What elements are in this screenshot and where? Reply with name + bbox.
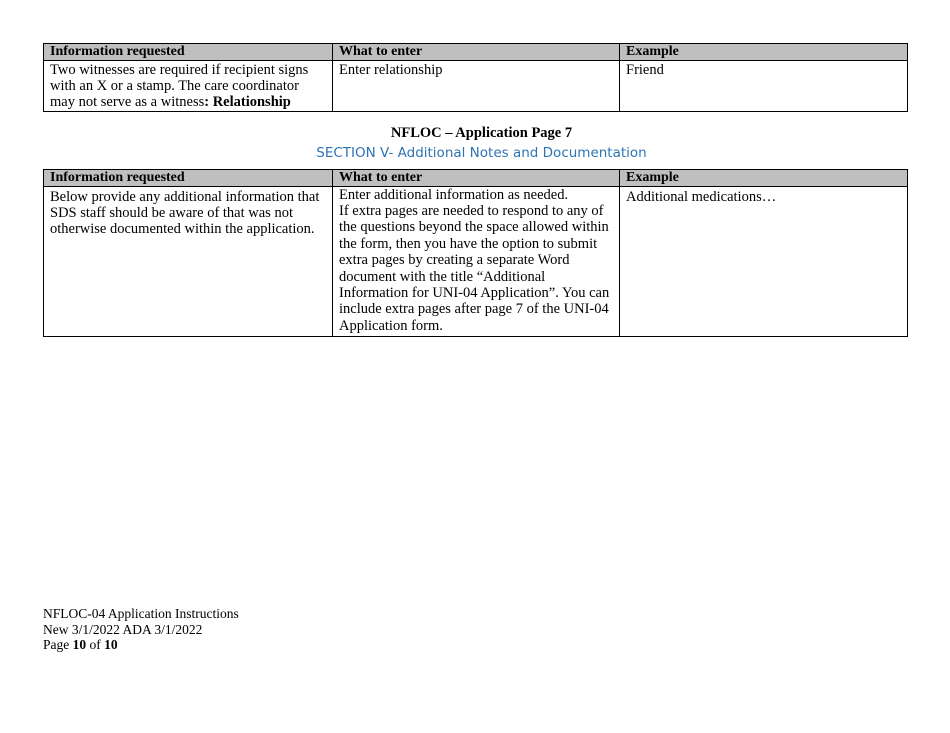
witness-what-cell: Enter relationship bbox=[333, 60, 620, 111]
table-header-row bbox=[44, 44, 908, 61]
table-header-row bbox=[44, 170, 908, 187]
header-information-requested: Information requested bbox=[44, 44, 333, 61]
footer-page-word: Page bbox=[43, 637, 70, 652]
witness-table bbox=[43, 43, 908, 112]
table-row bbox=[44, 186, 908, 336]
footer-of-word: of bbox=[89, 637, 101, 652]
footer-page-current: 10 bbox=[72, 637, 87, 652]
witness-info-cell bbox=[44, 60, 333, 111]
footer-page-total: 10 bbox=[104, 637, 118, 652]
header-what-to-enter: What to enter bbox=[333, 44, 620, 61]
header-example: Example bbox=[620, 170, 908, 187]
header-what-to-enter: What to enter bbox=[333, 170, 620, 187]
notes-what-line2: If extra pages are needed to respond to any of the questions beyond the space allowed within the form, then you have the option to submit extra pages by creating a separate Word document with the title “Additional Information for UNI-04 Application”. You can include extra pages after page 7 of the UNI-04 Application form. bbox=[339, 202, 610, 334]
page-heading: NFLOC – Application Page 7 bbox=[390, 125, 573, 141]
notes-table bbox=[43, 169, 908, 337]
notes-example-cell: Additional medications… bbox=[620, 186, 908, 336]
header-example: Example bbox=[620, 44, 908, 61]
notes-info-cell: Below provide any additional information that SDS staff should be aware of that was not otherwise documented within the application. bbox=[44, 186, 333, 336]
footer-revision-date: New 3/1/2022 ADA 3/1/2022 bbox=[43, 621, 203, 637]
table-row bbox=[44, 60, 908, 111]
header-information-requested: Information requested bbox=[44, 170, 333, 187]
notes-what-cell bbox=[333, 186, 620, 336]
notes-what-line1: Enter additional information as needed. bbox=[339, 186, 569, 203]
witness-info-bold: : Relationship bbox=[204, 94, 291, 111]
footer-doc-title: NFLOC-04 Application Instructions bbox=[43, 606, 239, 621]
section-heading: SECTION V- Additional Notes and Documentation bbox=[316, 145, 647, 161]
witness-info-text: Two witnesses are required if recipient signs with an X or a stamp. The care coordinator may not serve as a witness bbox=[50, 61, 309, 111]
footer-page-number bbox=[43, 637, 239, 653]
page-footer bbox=[43, 606, 239, 653]
witness-example-cell: Friend bbox=[620, 60, 908, 111]
